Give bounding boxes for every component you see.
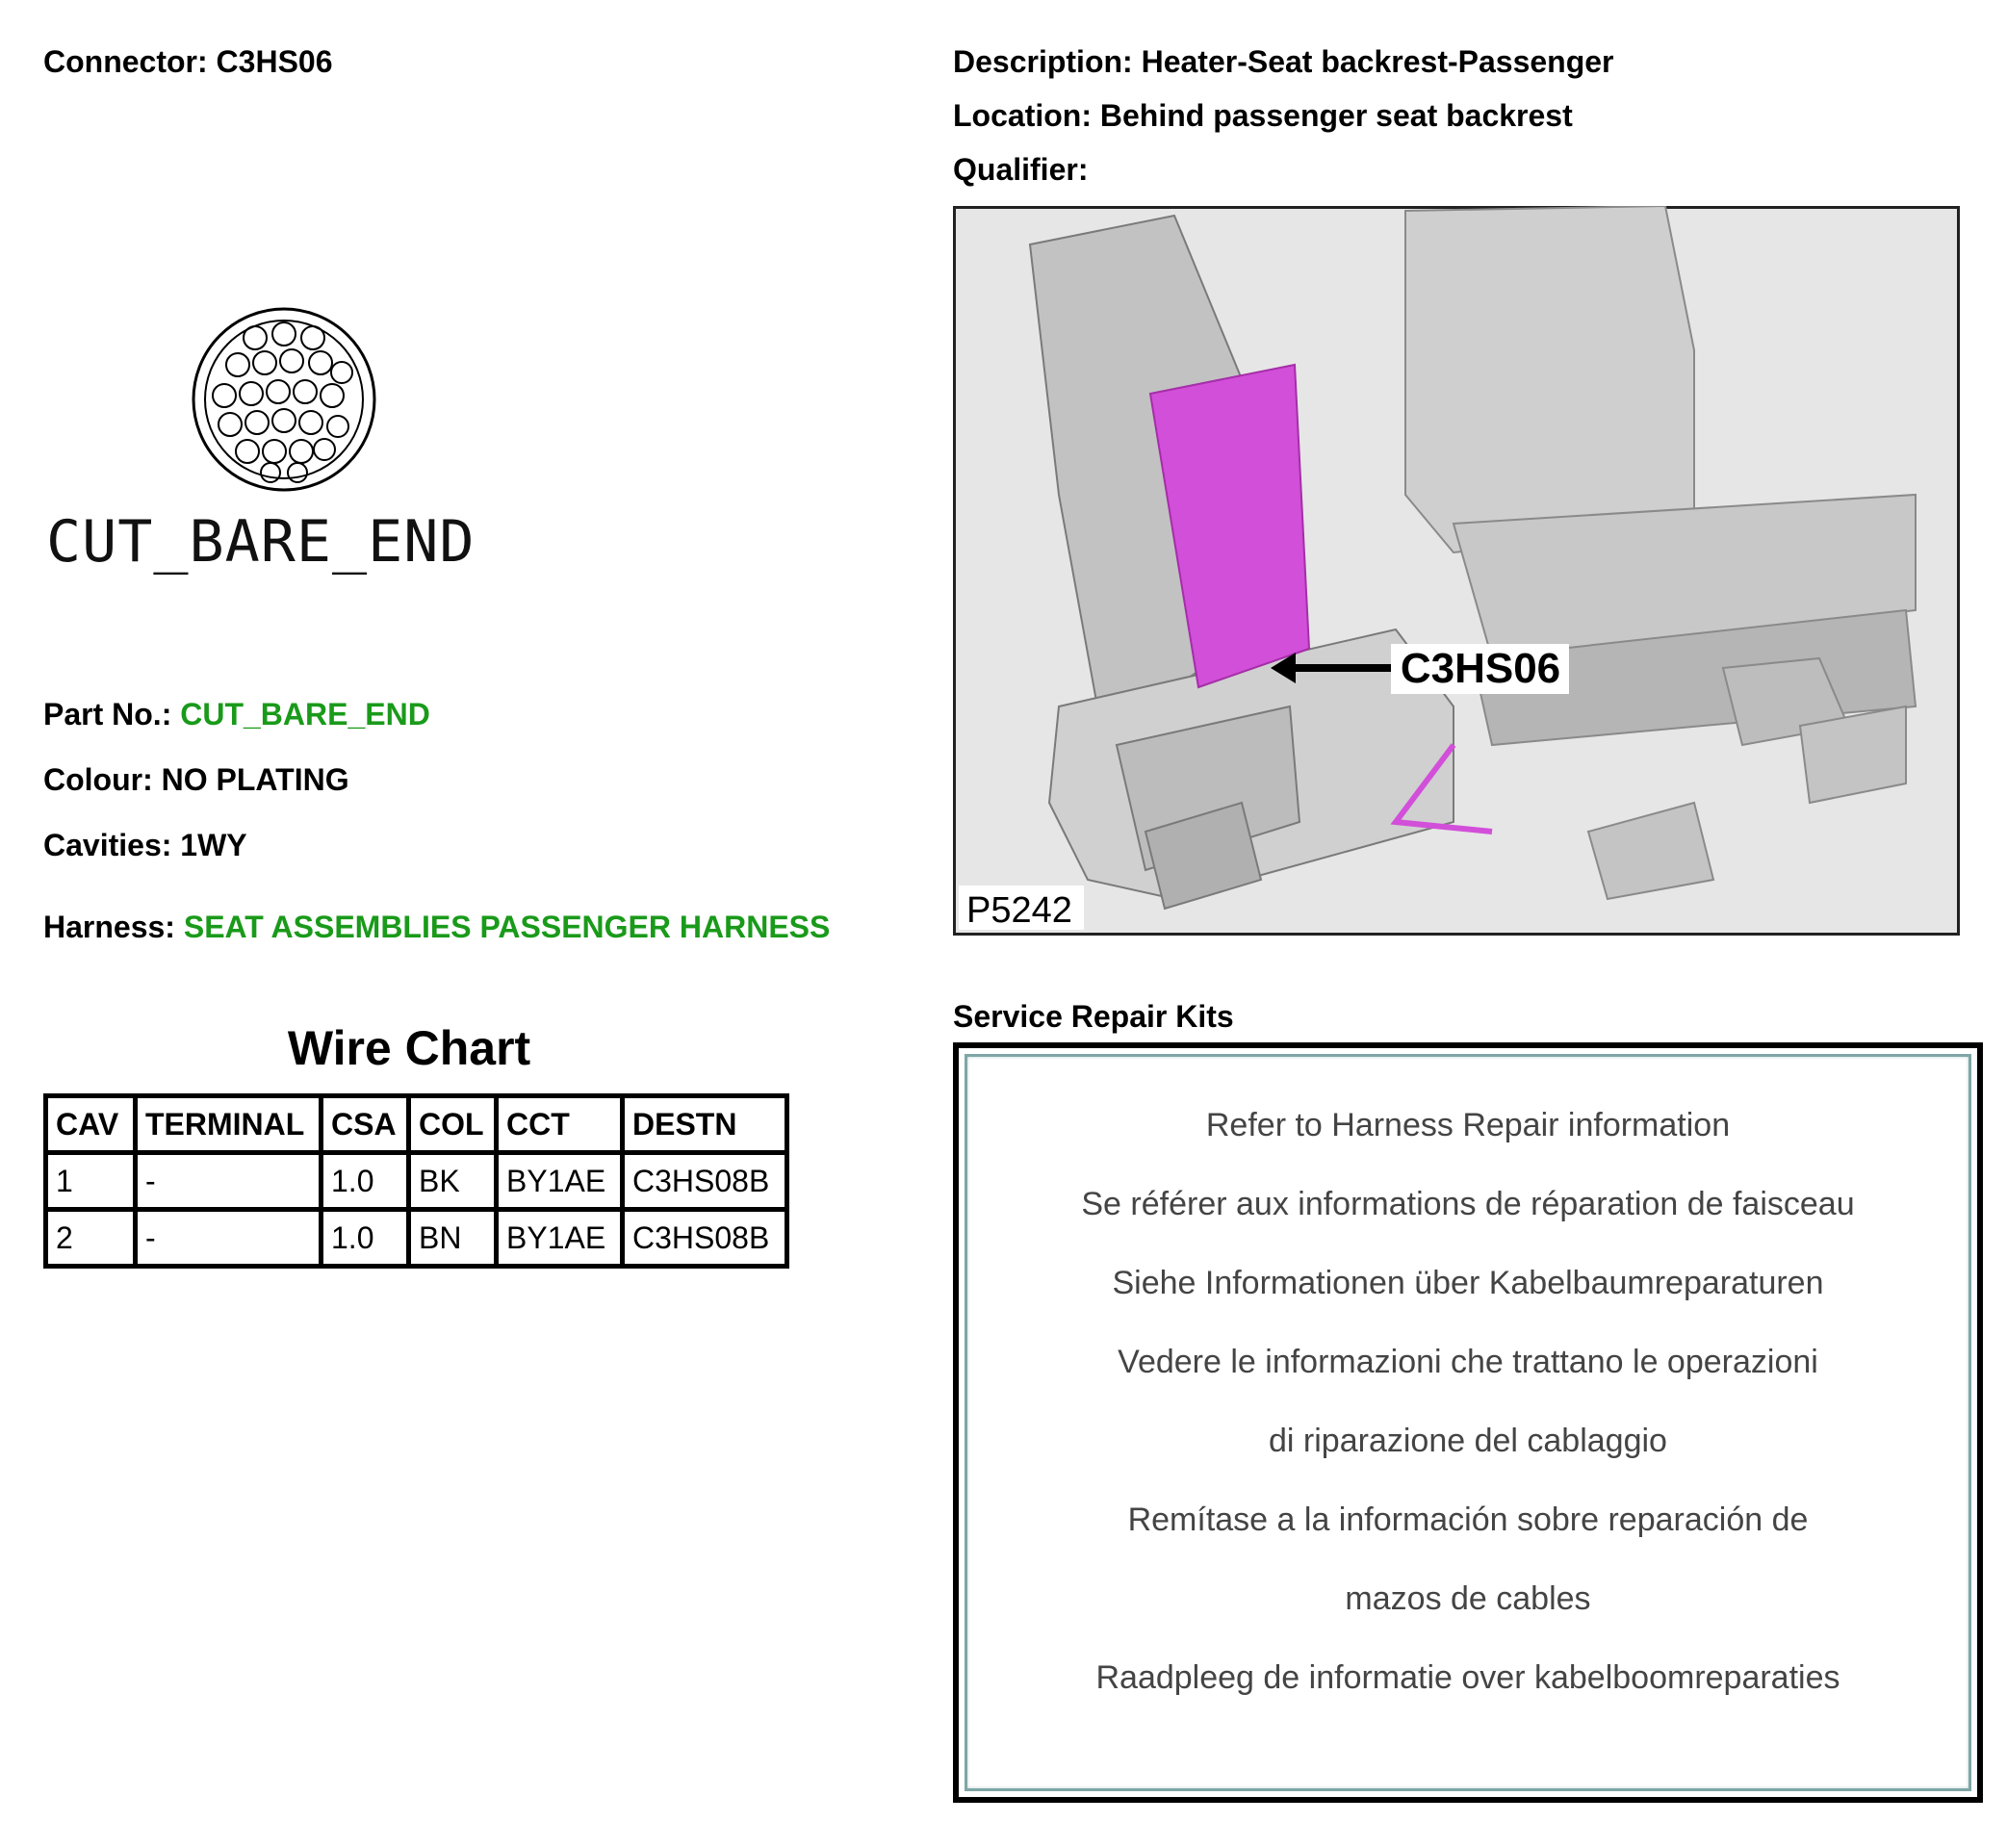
wire-chart-table <box>43 1093 789 1269</box>
connector-value: C3HS06 <box>216 44 333 79</box>
col-header-csa: CSA <box>322 1096 409 1153</box>
part-no-label: Part No.: <box>43 697 172 732</box>
wire-chart-title: Wire Chart <box>287 1021 531 1075</box>
col-header-col: COL <box>409 1096 497 1153</box>
qualifier-label: Qualifier: <box>953 152 1089 187</box>
srk-line: Refer to Harness Repair information <box>1205 1107 1731 1143</box>
srk-line: Raadpleeg de informatie over kabelboomreparaties <box>1095 1659 1840 1696</box>
col-header-cav: CAV <box>46 1096 136 1153</box>
cell-csa: 1.0 <box>322 1210 409 1267</box>
connector-label: Connector: <box>43 44 208 79</box>
srk-line: Siehe Informationen über Kabelbaumreparaturen <box>1112 1265 1824 1301</box>
cell-cct: BY1AE <box>497 1153 623 1210</box>
table-row <box>46 1210 787 1267</box>
wire-table-header-row <box>46 1096 787 1153</box>
description-label: Description: <box>953 44 1133 79</box>
harness-link[interactable]: SEAT ASSEMBLIES PASSENGER HARNESS <box>183 910 831 944</box>
cell-csa: 1.0 <box>322 1153 409 1210</box>
location-label: Location: <box>953 98 1092 133</box>
srk-line: di riparazione del cablaggio <box>1269 1423 1667 1459</box>
cell-cav: 1 <box>46 1153 136 1210</box>
harness-label: Harness: <box>43 910 175 944</box>
col-header-destn: DESTN <box>623 1096 787 1153</box>
cell-terminal: - <box>136 1210 322 1267</box>
location-value: Behind passenger seat backrest <box>1099 98 1573 133</box>
colour-line <box>43 762 349 798</box>
cell-destn: C3HS08B <box>623 1153 787 1210</box>
qualifier-line <box>953 152 1088 188</box>
figure-id: P5242 <box>966 890 1072 931</box>
cell-terminal: - <box>136 1153 322 1210</box>
srk-line: mazos de cables <box>1345 1580 1591 1617</box>
srk-line: Vedere le informazioni che trattano le operazioni <box>1118 1344 1818 1380</box>
part-no-link[interactable]: CUT_BARE_END <box>180 697 430 732</box>
srk-line: Se référer aux informations de réparation de faisceau <box>1081 1186 1855 1222</box>
srk-line: Remítase a la información sobre reparación de <box>1127 1502 1809 1538</box>
cavities-label: Cavities: <box>43 828 172 862</box>
service-repair-kits-title: Service Repair Kits <box>953 999 1234 1034</box>
description-line <box>953 44 1614 80</box>
cell-col: BK <box>409 1153 497 1210</box>
location-line <box>953 98 1573 134</box>
part-drawing-label: CUT_BARE_END <box>46 508 476 576</box>
callout-label: C3HS06 <box>1400 645 1561 692</box>
part-no-line <box>43 697 430 732</box>
cell-cct: BY1AE <box>497 1210 623 1267</box>
seat-location-image <box>953 206 1960 936</box>
cell-col: BN <box>409 1210 497 1267</box>
cavities-value: 1WY <box>180 828 247 862</box>
connector-heading <box>43 44 333 80</box>
cell-cav: 2 <box>46 1210 136 1267</box>
harness-line <box>43 910 830 945</box>
table-row <box>46 1153 787 1210</box>
col-header-terminal: TERMINAL <box>136 1096 322 1153</box>
colour-value: NO PLATING <box>161 762 349 797</box>
colour-label: Colour: <box>43 762 153 797</box>
col-header-cct: CCT <box>497 1096 623 1153</box>
cavities-line <box>43 828 247 863</box>
description-value: Heater-Seat backrest-Passenger <box>1141 44 1614 79</box>
connector-face-drawing <box>188 303 380 496</box>
cell-destn: C3HS08B <box>623 1210 787 1267</box>
